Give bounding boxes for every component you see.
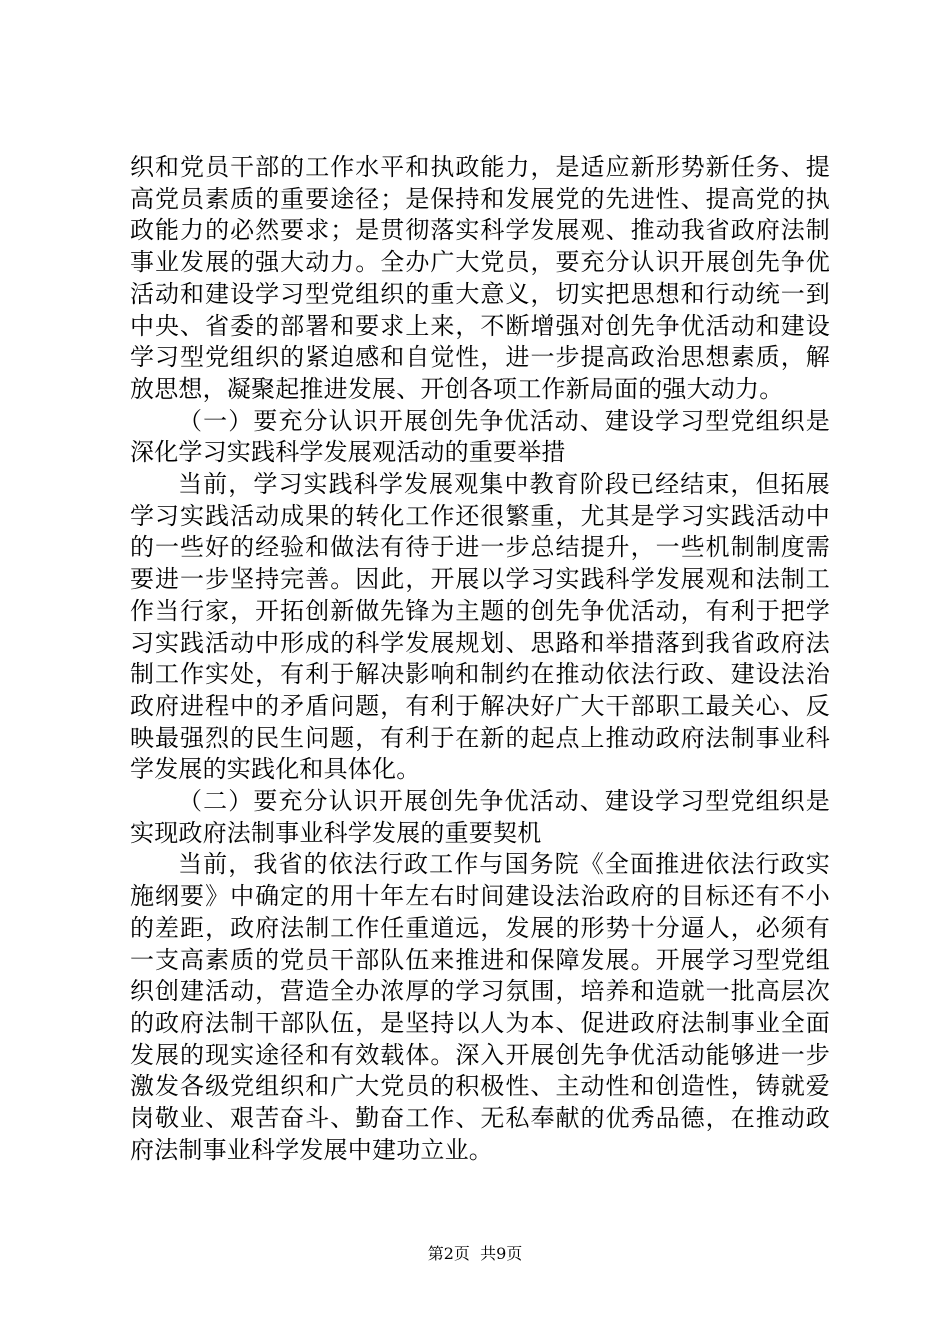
page-total: 共9页 bbox=[480, 1244, 523, 1263]
page-number: 第2页 bbox=[427, 1244, 470, 1263]
page-footer bbox=[0, 1244, 950, 1264]
paragraph-section-1: 当前，学习实践科学发展观集中教育阶段已经结束，但拓展学习实践活动成果的转化工作还很繁重，尤其是学习实践活动中的一些好的经验和做法有待于进一步总结提升，一些机制制度需要进一步坚持完善。因此，开展以学习实践科学发展观和法制工作当行家，开拓创新做先锋为主题的创先争优活动，有利于把学习实践活动中形成的科学发展规划、思路和举措落到我省政府法制工作实处，有利于解决影响和制约在推动依法行政、建设法治政府进程中的矛盾问题，有利于解决好广大干部职工最关心、反映最强烈的民生问题，有利于在新的起点上推动政府法制事业科学发展的实践化和具体化。 bbox=[130, 470, 830, 784]
section-heading-1: （一）要充分认识开展创先争优活动、建设学习型党组织是深化学习实践科学发展观活动的重要举措 bbox=[130, 406, 830, 467]
document-body bbox=[130, 152, 830, 1167]
paragraph-continuation: 织和党员干部的工作水平和执政能力，是适应新形势新任务、提高党员素质的重要途径；是保持和发展党的先进性、提高党的执政能力的必然要求；是贯彻落实科学发展观、推动我省政府法制事业发展的强大动力。全办广大党员，要充分认识开展创先争优活动和建设学习型党组织的重大意义，切实把思想和行动统一到中央、省委的部署和要求上来，不断增强对创先争优活动和建设学习型党组织的紧迫感和自觉性，进一步提高政治思想素质，解放思想，凝聚起推进发展、开创各项工作新局面的强大动力。 bbox=[130, 153, 830, 403]
section-heading-2: （二）要充分认识开展创先争优活动、建设学习型党组织是实现政府法制事业科学发展的重要契机 bbox=[130, 787, 830, 847]
paragraph-section-2: 当前，我省的依法行政工作与国务院《全面推进依法行政实施纲要》中确定的用十年左右时间建设法治政府的目标还有不小的差距，政府法制工作任重道远，发展的形势十分逼人，必须有一支高素质的党员干部队伍来推进和保障发展。开展学习型党组织创建活动，营造全办浓厚的学习氛围，培养和造就一批高层次的政府法制干部队伍，是坚持以人为本、促进政府法制事业全面发展的现实途径和有效载体。深入开展创先争优活动能够进一步激发各级党组织和广大党员的积极性、主动性和创造性，铸就爱岗敬业、艰苦奋斗、勤奋工作、无私奉献的优秀品德，在推动政府法制事业科学发展中建功立业。 bbox=[130, 850, 830, 1164]
